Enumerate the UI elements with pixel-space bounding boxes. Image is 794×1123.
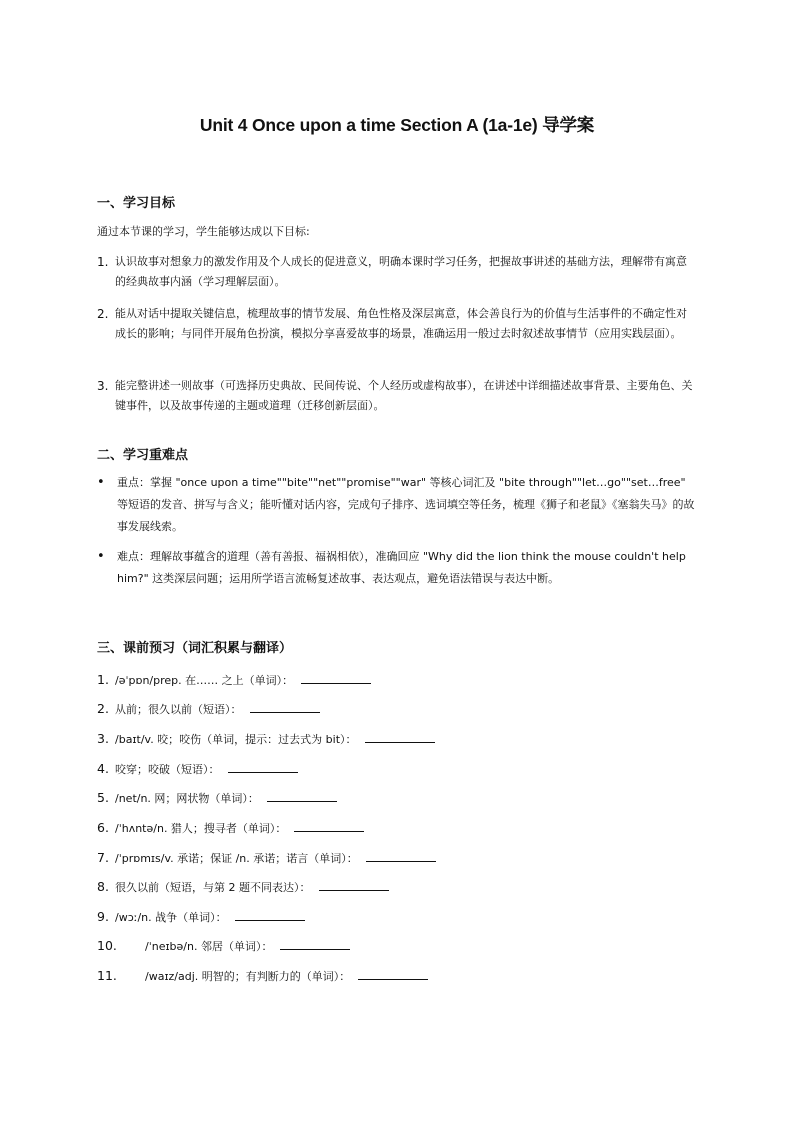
- vocab-number: 6.: [97, 820, 109, 835]
- vocab-text: 从前；很久以前（短语）：: [115, 703, 242, 716]
- objective-item-1: [97, 252, 697, 292]
- vocab-number: 7.: [97, 850, 109, 865]
- objective-item-3: [97, 376, 697, 416]
- section1-heading: 一、学习目标: [97, 196, 176, 211]
- bullet-icon: •: [97, 549, 105, 564]
- answer-blank[interactable]: [235, 908, 305, 921]
- bullet-icon: •: [97, 475, 105, 490]
- vocab-number: 2.: [97, 701, 109, 716]
- objective-item-2: [97, 304, 697, 344]
- section2-heading: 二、学习重难点: [97, 448, 189, 463]
- objective-number: 3.: [97, 379, 109, 393]
- vocab-text: /ˈprɒmɪs/v. 承诺；保证 /n. 承诺；诺言（单词）：: [115, 852, 358, 865]
- vocab-item-7: [97, 849, 436, 867]
- vocab-number: 1.: [97, 672, 109, 687]
- vocab-text: /net/n. 网；网状物（单词）：: [115, 792, 259, 805]
- vocab-item-10: [97, 937, 350, 955]
- objective-number: 2.: [97, 307, 109, 321]
- vocab-number: 10.: [97, 938, 117, 953]
- vocab-item-9: [97, 908, 305, 926]
- vocab-text: /ˈhʌntə/n. 猎人；搜寻者（单词）：: [115, 822, 287, 835]
- objective-text: 认识故事对想象力的激发作用及个人成长的促进意义，明确本课时学习任务，把握故事讲述的基础方法，理解带有寓意的经典故事内涵（学习理解层面）。: [115, 255, 687, 288]
- objective-number: 1.: [97, 255, 109, 269]
- vocab-text: /əˈpɒn/prep. 在…… 之上（单词）：: [115, 674, 294, 687]
- vocab-text: 很久以前（短语，与第 2 题不同表达）：: [115, 881, 311, 894]
- vocab-number: 11.: [97, 968, 117, 983]
- vocab-item-5: [97, 789, 337, 807]
- keypoint-text: 重点：掌握 "once upon a time""bite""net""promise""war" 等核心词汇及 "bite through""let…go""set…free" 等短语的发音、拼写与含义；能听懂对话内容，完成句子排序、选词填空等任务，梳理《狮子和老鼠》《塞翁失马》的故事发展线索。: [117, 476, 695, 533]
- vocab-item-4: [97, 760, 298, 778]
- section1-intro: 通过本节课的学习，学生能够达成以下目标:: [97, 225, 310, 238]
- vocab-text: /wɔː/n. 战争（单词）：: [115, 911, 227, 924]
- answer-blank[interactable]: [366, 849, 436, 862]
- answer-blank[interactable]: [228, 760, 298, 773]
- section3-heading: 三、课前预习（词汇积累与翻译）: [97, 641, 293, 656]
- vocab-item-2: [97, 700, 320, 718]
- vocab-number: 5.: [97, 790, 109, 805]
- vocab-item-1: [97, 671, 371, 689]
- answer-blank[interactable]: [365, 730, 435, 743]
- keypoint-text: 难点：理解故事蕴含的道理（善有善报、福祸相依），准确回应 "Why did the lion think the mouse couldn't help him?" 这类深层问题；运用所学语言流畅复述故事、表达观点，避免语法错误与表达中断。: [117, 550, 686, 585]
- vocab-number: 9.: [97, 909, 109, 924]
- vocab-item-6: [97, 819, 364, 837]
- objective-text: 能完整讲述一则故事（可选择历史典故、民间传说、个人经历或虚构故事），在讲述中详细描述故事背景、主要角色、关键事件，以及故事传递的主题或道理（迁移创新层面）。: [115, 379, 693, 412]
- vocab-number: 8.: [97, 879, 109, 894]
- vocab-item-3: [97, 730, 435, 748]
- keypoint-bullet-2: [97, 546, 697, 590]
- keypoint-bullet-1: [97, 472, 697, 538]
- answer-blank[interactable]: [280, 937, 350, 950]
- answer-blank[interactable]: [294, 819, 364, 832]
- vocab-text: /waɪz/adj. 明智的；有判断力的（单词）：: [145, 970, 351, 983]
- vocab-text: 咬穿；咬破（短语）：: [115, 763, 220, 776]
- vocab-number: 3.: [97, 731, 109, 746]
- objective-text: 能从对话中提取关键信息，梳理故事的情节发展、角色性格及深层寓意，体会善良行为的价值与生活事件的不确定性对成长的影响；与同伴开展角色扮演，模拟分享喜爱故事的场景，准确运用一般过去时叙述故事情节（应用实践层面）。: [115, 307, 687, 340]
- vocab-number: 4.: [97, 761, 109, 776]
- vocab-text: /baɪt/v. 咬；咬伤（单词，提示：过去式为 bit）：: [115, 733, 357, 746]
- answer-blank[interactable]: [319, 878, 389, 891]
- page-title: Unit 4 Once upon a time Section A (1a-1e) 导学案: [199, 115, 595, 135]
- answer-blank[interactable]: [250, 700, 320, 713]
- vocab-text: /ˈneɪbə/n. 邻居（单词）：: [145, 940, 273, 953]
- answer-blank[interactable]: [301, 671, 371, 684]
- answer-blank[interactable]: [358, 967, 428, 980]
- vocab-item-8: [97, 878, 389, 896]
- vocab-item-11: [97, 967, 428, 985]
- answer-blank[interactable]: [267, 789, 337, 802]
